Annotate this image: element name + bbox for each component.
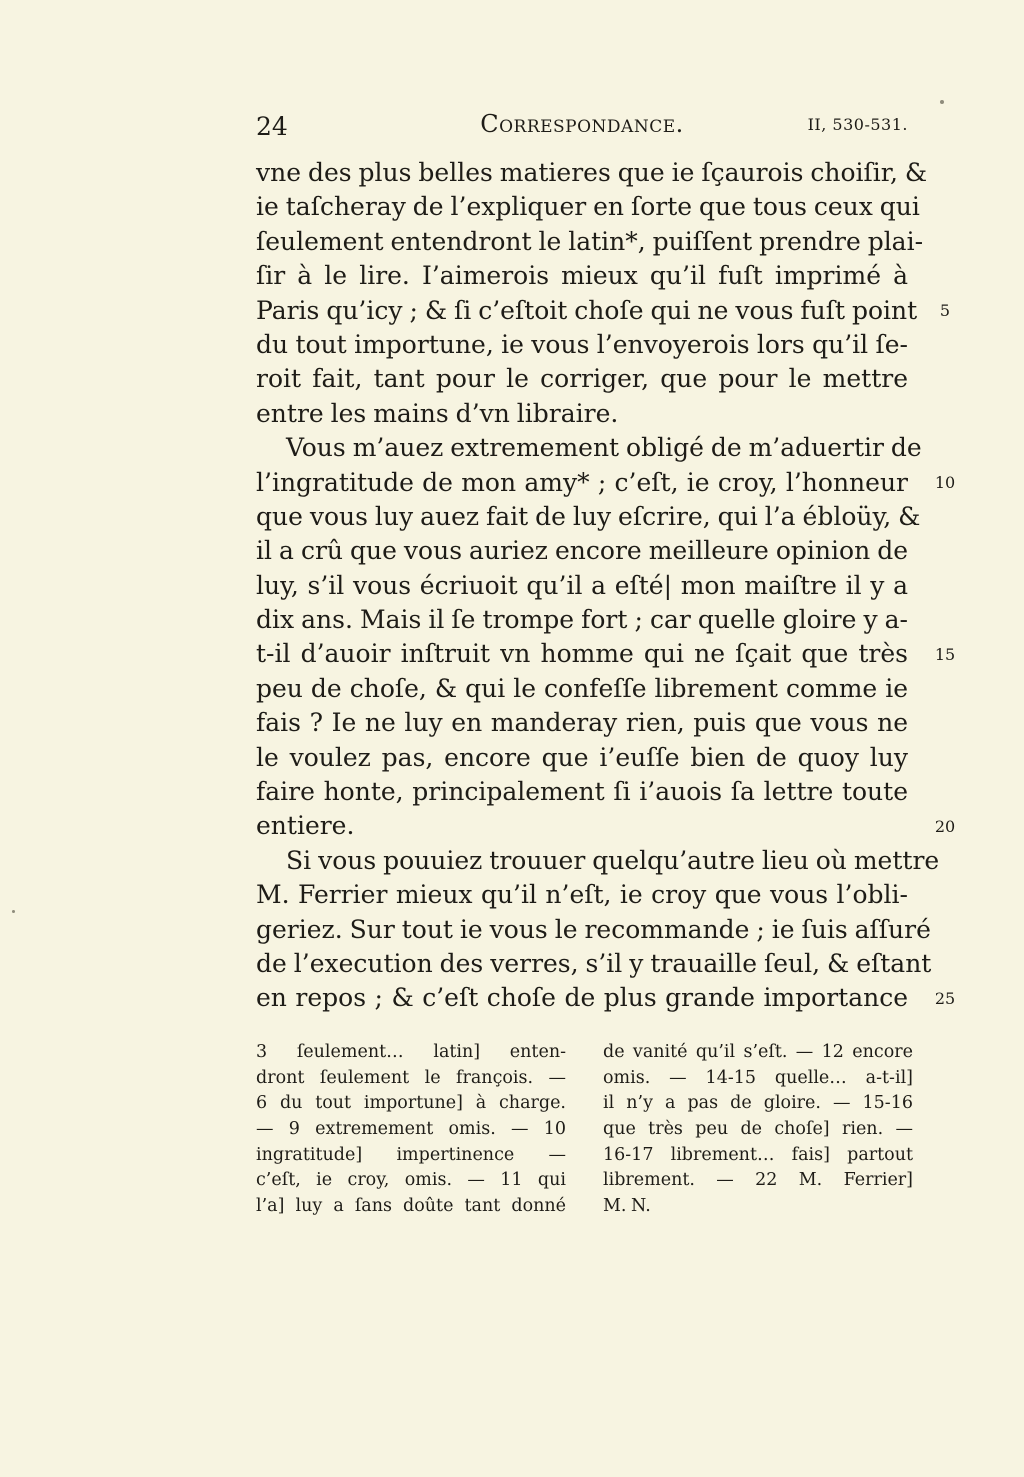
footnote-line: c’eſt, ie croy, omis. — 11 qui [256, 1170, 566, 1191]
footnote-line: l’a] luy a ſans doûte tant donné [256, 1196, 566, 1217]
paper-speck [12, 910, 15, 913]
footnote-line: que très peu de choſe] rien. — [603, 1119, 913, 1140]
text-line: t-il d’auoir inſtruit vn homme qui ne ſçait que très [256, 639, 908, 669]
text-line: fais ? Ie ne luy en manderay rien, puis que vous ne [256, 708, 908, 738]
footnote-column-left [256, 1040, 566, 1220]
text-line: de l’execution des verres, s’il y trauaille ſeul, & eſtant [256, 948, 932, 978]
text-line: faire honte, principalement ſi i’auois ſa lettre toute [256, 777, 908, 807]
line-number: 10 [934, 472, 956, 492]
text-line: ie taſcheray de l’expliquer en ſorte que tous ceux qui [256, 192, 920, 222]
footnote-line: 6 du tout importune] à charge. [256, 1093, 566, 1114]
text-line: du tout importune, ie vous l’envoyerois lors qu’il ſe- [256, 329, 908, 359]
footnote-line: — 9 extremement omis. — 10 [256, 1119, 566, 1140]
text-line: dix ans. Mais il ſe trompe fort ; car quelle gloire y a- [256, 605, 908, 635]
footnote-column-right [603, 1040, 913, 1220]
text-line: le voulez pas, encore que i’euſſe bien de quoy luy [256, 742, 908, 772]
running-title: Correspondance. [480, 110, 684, 138]
line-number: 20 [934, 816, 956, 836]
text-line: M. Ferrier mieux qu’il n’eſt, ie croy que vous l’obli- [256, 880, 908, 910]
page-number: 24 [256, 112, 288, 141]
text-line: Paris qu’icy ; & ſi c’eſtoit choſe qui ne vous fuſt point [256, 295, 918, 325]
footnote-line: 3 ſeulement… latin] enten- [256, 1042, 566, 1062]
text-line: ſir à le lire. I’aimerois mieux qu’il fuſt imprimé à [256, 261, 908, 291]
footnote-line: librement. — 22 M. Ferrier] [603, 1170, 913, 1191]
text-line: entre les mains d’vn libraire. [256, 398, 619, 428]
footnote-line: M. N. [603, 1196, 651, 1217]
text-line: geriez. Sur tout ie vous le recommande ; ie ſuis aſſuré [256, 914, 931, 944]
text-line: ſeulement entendront le latin*, puiſſent prendre plai- [256, 226, 924, 256]
footnote-line: omis. — 14-15 quelle… a-t-il] [603, 1067, 913, 1088]
text-line: peu de choſe, & qui le confeſſe librement comme ie [256, 673, 908, 703]
text-line: entiere. [256, 811, 355, 841]
page-reference: II, 530-531. [807, 115, 908, 134]
line-number: 15 [934, 644, 956, 664]
footnote-line: 16-17 librement… fais] partout [603, 1144, 913, 1165]
text-line: il a crû que vous auriez encore meilleure opinion de [256, 536, 908, 566]
footnote-line: il n’y a pas de gloire. — 15-16 [603, 1093, 913, 1114]
text-line: que vous luy auez fait de luy eſcrire, qui l’a ébloüy, & [256, 501, 921, 531]
footnote-line: dront ſeulement le françois. — [256, 1067, 566, 1088]
paragraph-start-line: Si vous pouuiez trouuer quelqu’autre lieu où mettre [286, 845, 940, 875]
text-line: vne des plus belles matieres que ie ſçaurois choiſir, & [256, 158, 928, 187]
page-header [256, 108, 908, 144]
footnote-line: ingratitude] impertinence — [256, 1144, 566, 1165]
line-number: 25 [934, 988, 956, 1008]
text-line: roit fait, tant pour le corriger, que pour le mettre [256, 364, 908, 394]
footnote-line: de vanité qu’il s’eſt. — 12 encore [603, 1042, 913, 1062]
letter-body-text [256, 156, 940, 1016]
text-line: en repos ; & c’eſt choſe de plus grande importance [256, 983, 908, 1013]
paper-speck [940, 100, 944, 104]
line-number: 5 [939, 300, 951, 320]
text-line: luy, s’il vous écriuoit qu’il a eſté| mon maiſtre il y a [256, 570, 908, 600]
text-line: l’ingratitude de mon amy* ; c’eſt, ie croy, l’honneur [256, 467, 908, 497]
paragraph-start-line: Vous m’auez extremement obligé de m’aduertir de [286, 433, 922, 463]
